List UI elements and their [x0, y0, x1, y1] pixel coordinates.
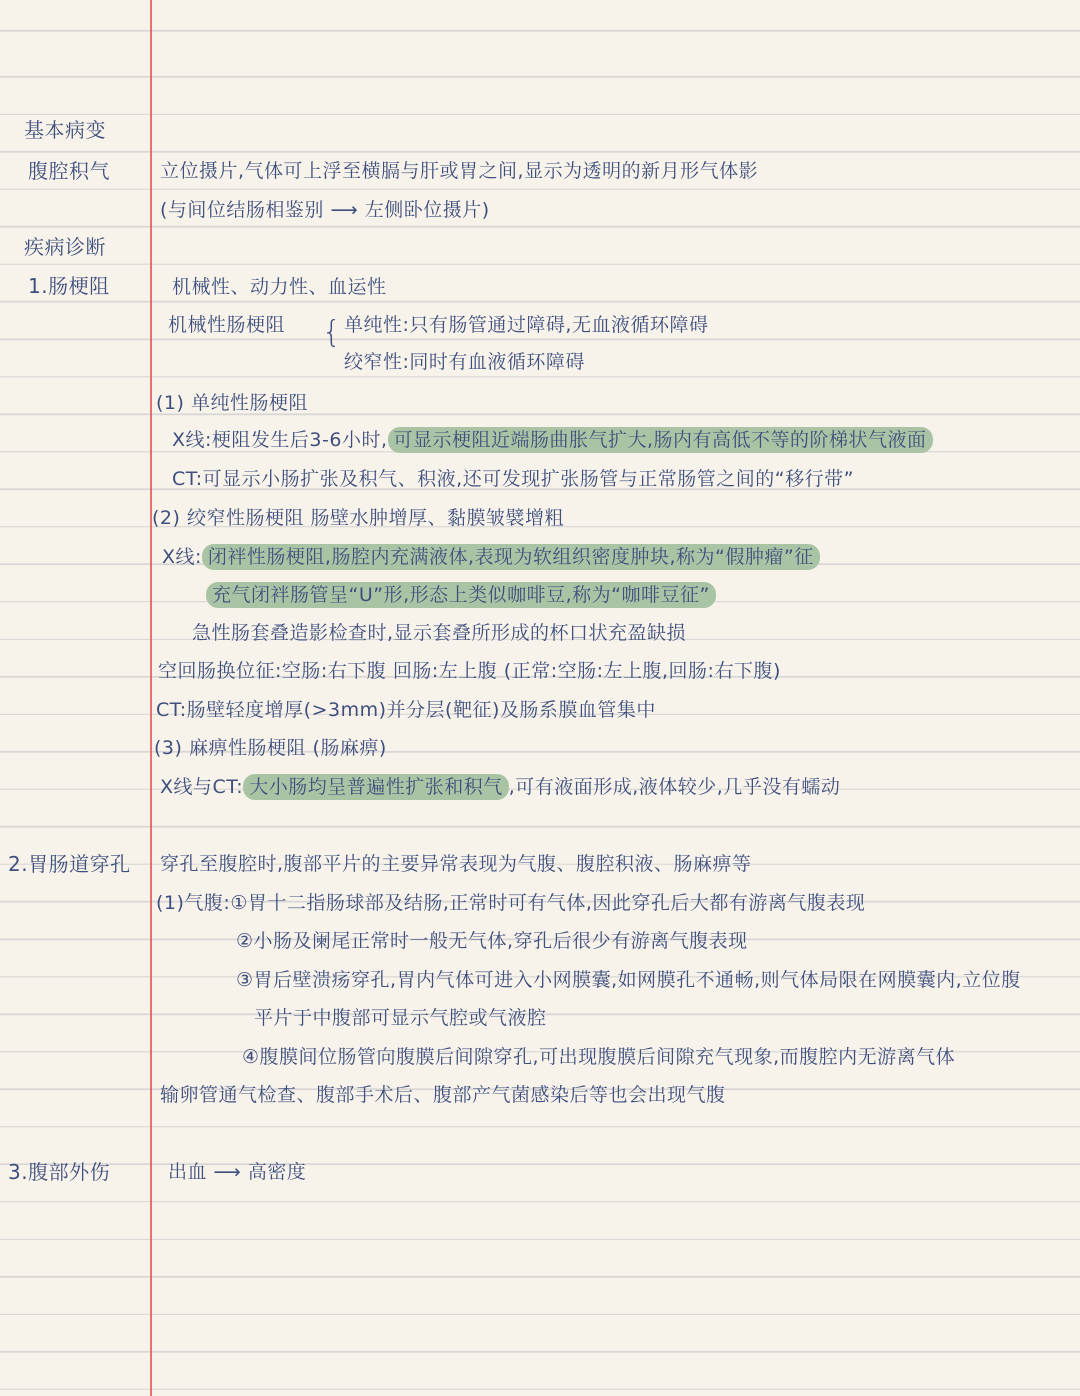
note-line: 立位摄片,气体可上浮至横膈与肝或胃之间,显示为透明的新月形气体影: [160, 160, 759, 182]
brace-icon: {: [322, 315, 342, 350]
highlight: 闭袢性肠梗阻,肠腔内充满液体,表现为软组织密度肿块,称为“假肿瘤”征: [202, 544, 820, 570]
heading-pneumoperitoneum: 腹腔积气: [28, 159, 110, 183]
note-text: ,可有液面形成,液体较少,几乎没有蠕动: [508, 776, 841, 798]
note-line: 机械性肠梗阻: [168, 314, 286, 336]
note-text: X线:: [162, 546, 202, 568]
note-line: 穿孔至腹腔时,腹部平片的主要异常表现为气腹、腹腔积液、肠麻痹等: [160, 853, 752, 875]
note-line: (1) 单纯性肠梗阻: [156, 392, 308, 414]
heading-disease-diagnosis: 疾病诊断: [24, 235, 106, 259]
highlight: 充气闭袢肠管呈“U”形,形态上类似咖啡豆,称为“咖啡豆征”: [206, 582, 716, 608]
note-line: [162, 545, 820, 569]
note-line: ④腹膜间位肠管向腹膜后间隙穿孔,可出现腹膜后间隙充气现象,而腹腔内无游离气体: [242, 1046, 956, 1068]
note-line: 出血 ⟶ 高密度: [168, 1161, 307, 1183]
note-line: [206, 583, 716, 607]
heading-abdominal-trauma: 3.腹部外伤: [8, 1160, 111, 1184]
note-text: X线与CT:: [160, 776, 244, 798]
note-line: ③胃后壁溃疡穿孔,胃内气体可进入小网膜囊,如网膜孔不通畅,则气体局限在网膜囊内,立位腹: [236, 969, 1021, 991]
note-line: 空回肠换位征:空肠:右下腹 回肠:左上腹 (正常:空肠:左上腹,回肠:右下腹): [158, 660, 781, 682]
margin-line: [150, 0, 152, 1396]
note-line: [160, 775, 840, 799]
note-line: (3) 麻痹性肠梗阻 (肠麻痹): [154, 737, 387, 759]
note-line: CT:肠壁轻度增厚(>3mm)并分层(靶征)及肠系膜血管集中: [156, 699, 656, 721]
heading-perforation: 2.胃肠道穿孔: [8, 852, 131, 876]
note-line: 绞窄性:同时有血液循环障碍: [344, 351, 585, 373]
note-line: [172, 428, 933, 452]
highlight: 可显示梗阻近端肠曲胀气扩大,肠内有高低不等的阶梯状气液面: [388, 427, 933, 453]
note-line: (2) 绞窄性肠梗阻 肠壁水肿增厚、黏膜皱襞增粗: [152, 507, 564, 529]
note-line: 机械性、动力性、血运性: [172, 276, 387, 298]
highlight: 大小肠均呈普遍性扩张和积气: [243, 774, 509, 800]
note-line: CT:可显示小肠扩张及积气、积液,还可发现扩张肠管与正常肠管之间的“移行带”: [172, 468, 854, 490]
note-line: (与间位结肠相鉴别 ⟶ 左侧卧位摄片): [160, 199, 490, 221]
heading-basic-lesion: 基本病变: [24, 118, 106, 142]
note-line: ②小肠及阑尾正常时一般无气体,穿孔后很少有游离气腹表现: [236, 930, 748, 952]
note-line: (1)气腹:①胃十二指肠球部及结肠,正常时可有气体,因此穿孔后大都有游离气腹表现: [156, 892, 866, 914]
note-line: 输卵管通气检查、腹部手术后、腹部产气菌感染后等也会出现气腹: [160, 1084, 726, 1106]
heading-intestinal-obstruction: 1.肠梗阻: [28, 274, 110, 298]
note-text: X线:梗阻发生后3-6小时,: [172, 429, 388, 451]
note-line: 急性肠套叠造影检查时,显示套叠所形成的杯口状充盈缺损: [192, 622, 687, 644]
note-line: 平片于中腹部可显示气腔或气液腔: [254, 1007, 547, 1029]
note-line: 单纯性:只有肠管通过障碍,无血液循环障碍: [344, 314, 709, 336]
